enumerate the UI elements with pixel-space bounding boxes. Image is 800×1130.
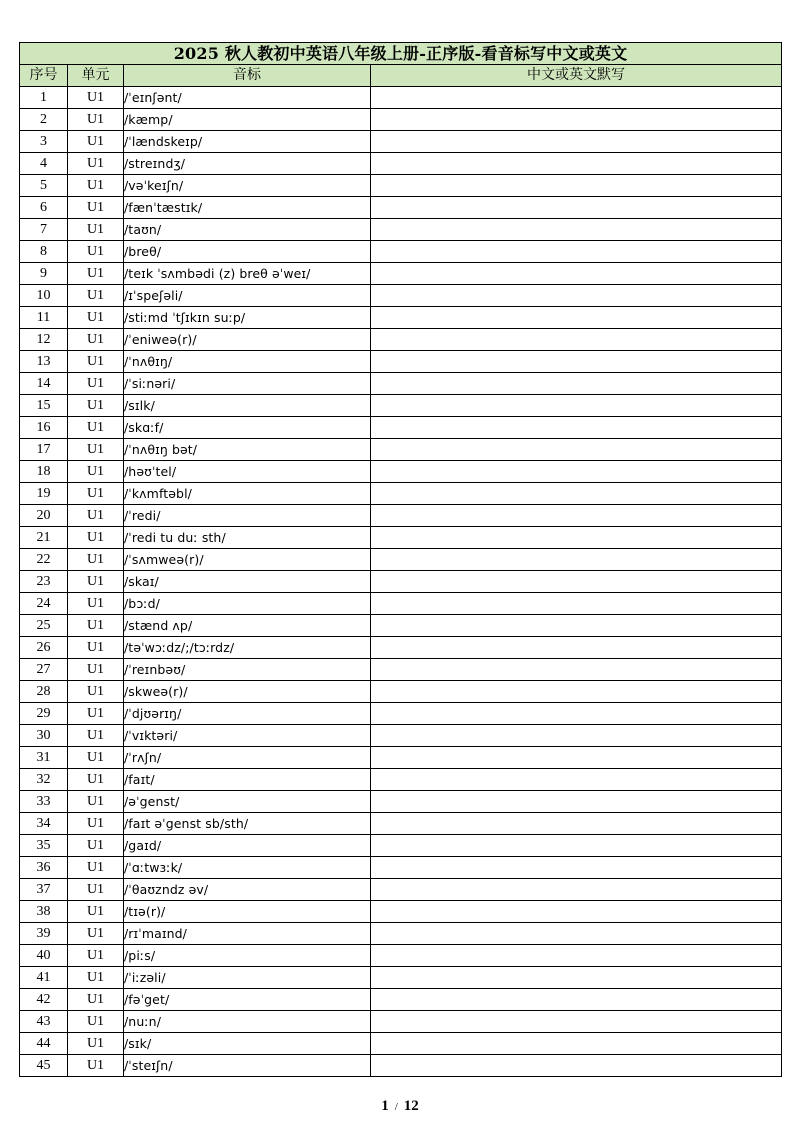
table-row bbox=[20, 197, 782, 219]
answer-blank-cell[interactable] bbox=[371, 945, 782, 967]
answer-blank-cell[interactable] bbox=[371, 791, 782, 813]
row-number-cell: 41 bbox=[20, 967, 68, 989]
table-row bbox=[20, 285, 782, 307]
answer-blank-cell[interactable] bbox=[371, 307, 782, 329]
row-number-cell: 26 bbox=[20, 637, 68, 659]
unit-cell: U1 bbox=[68, 1033, 124, 1055]
table-row bbox=[20, 681, 782, 703]
row-number-cell: 38 bbox=[20, 901, 68, 923]
answer-blank-cell[interactable] bbox=[371, 703, 782, 725]
row-number-cell: 3 bbox=[20, 131, 68, 153]
row-number-cell: 29 bbox=[20, 703, 68, 725]
unit-cell: U1 bbox=[68, 901, 124, 923]
answer-blank-cell[interactable] bbox=[371, 483, 782, 505]
page-separator: / bbox=[394, 1101, 398, 1113]
table-row bbox=[20, 593, 782, 615]
answer-blank-cell[interactable] bbox=[371, 263, 782, 285]
table-row bbox=[20, 967, 782, 989]
unit-cell: U1 bbox=[68, 615, 124, 637]
table-row bbox=[20, 109, 782, 131]
answer-blank-cell[interactable] bbox=[371, 329, 782, 351]
phonetic-cell: /ˈrʌʃn/ bbox=[124, 747, 371, 769]
row-number-cell: 21 bbox=[20, 527, 68, 549]
table-row bbox=[20, 857, 782, 879]
row-number-cell: 5 bbox=[20, 175, 68, 197]
phonetic-cell: /teɪk ˈsʌmbədi (z) breθ əˈweɪ/ bbox=[124, 263, 371, 285]
header-ipa: 音标 bbox=[124, 65, 371, 87]
phonetic-cell: /ˈeɪnʃənt/ bbox=[124, 87, 371, 109]
phonetic-cell: /ˈlændskeɪp/ bbox=[124, 131, 371, 153]
answer-blank-cell[interactable] bbox=[371, 857, 782, 879]
row-number-cell: 35 bbox=[20, 835, 68, 857]
table-row bbox=[20, 1033, 782, 1055]
unit-cell: U1 bbox=[68, 483, 124, 505]
row-number-cell: 36 bbox=[20, 857, 68, 879]
header-answer: 中文或英文默写 bbox=[371, 65, 782, 87]
answer-blank-cell[interactable] bbox=[371, 285, 782, 307]
table-row bbox=[20, 417, 782, 439]
table-row bbox=[20, 263, 782, 285]
unit-cell: U1 bbox=[68, 703, 124, 725]
unit-cell: U1 bbox=[68, 285, 124, 307]
answer-blank-cell[interactable] bbox=[371, 153, 782, 175]
unit-cell: U1 bbox=[68, 351, 124, 373]
row-number-cell: 2 bbox=[20, 109, 68, 131]
row-number-cell: 27 bbox=[20, 659, 68, 681]
table-row bbox=[20, 351, 782, 373]
row-number-cell: 8 bbox=[20, 241, 68, 263]
table-row bbox=[20, 87, 782, 109]
unit-cell: U1 bbox=[68, 219, 124, 241]
table-row bbox=[20, 725, 782, 747]
answer-blank-cell[interactable] bbox=[371, 967, 782, 989]
phonetic-cell: /ˈdjʊərɪŋ/ bbox=[124, 703, 371, 725]
phonetic-cell: /skaɪ/ bbox=[124, 571, 371, 593]
phonetic-cell: /ˈɑːtwɜːk/ bbox=[124, 857, 371, 879]
unit-cell: U1 bbox=[68, 879, 124, 901]
table-row bbox=[20, 703, 782, 725]
answer-blank-cell[interactable] bbox=[371, 373, 782, 395]
phonetic-cell: /ˈeniweə(r)/ bbox=[124, 329, 371, 351]
phonetic-cell: /ɪˈspeʃəli/ bbox=[124, 285, 371, 307]
row-number-cell: 1 bbox=[20, 87, 68, 109]
row-number-cell: 13 bbox=[20, 351, 68, 373]
phonetic-cell: /faɪt əˈgenst sb/sth/ bbox=[124, 813, 371, 835]
row-number-cell: 43 bbox=[20, 1011, 68, 1033]
phonetic-cell: /ˈredi/ bbox=[124, 505, 371, 527]
row-number-cell: 7 bbox=[20, 219, 68, 241]
unit-cell: U1 bbox=[68, 791, 124, 813]
unit-cell: U1 bbox=[68, 989, 124, 1011]
phonetic-cell: /breθ/ bbox=[124, 241, 371, 263]
table-row bbox=[20, 219, 782, 241]
unit-cell: U1 bbox=[68, 395, 124, 417]
row-number-cell: 16 bbox=[20, 417, 68, 439]
unit-cell: U1 bbox=[68, 505, 124, 527]
row-number-cell: 24 bbox=[20, 593, 68, 615]
row-number-cell: 17 bbox=[20, 439, 68, 461]
page-number bbox=[0, 1098, 800, 1115]
phonetic-cell: /skweə(r)/ bbox=[124, 681, 371, 703]
table-row bbox=[20, 461, 782, 483]
table-row bbox=[20, 1055, 782, 1077]
unit-cell: U1 bbox=[68, 549, 124, 571]
table-row bbox=[20, 527, 782, 549]
header-unit: 单元 bbox=[68, 65, 124, 87]
unit-cell: U1 bbox=[68, 329, 124, 351]
answer-blank-cell[interactable] bbox=[371, 659, 782, 681]
column-header-row bbox=[20, 65, 782, 87]
table-row bbox=[20, 505, 782, 527]
table-row bbox=[20, 1011, 782, 1033]
phonetic-cell: /əˈgenst/ bbox=[124, 791, 371, 813]
unit-cell: U1 bbox=[68, 967, 124, 989]
phonetic-cell: /ˈnʌθɪŋ bət/ bbox=[124, 439, 371, 461]
table-row bbox=[20, 439, 782, 461]
table-row bbox=[20, 615, 782, 637]
row-number-cell: 25 bbox=[20, 615, 68, 637]
phonetic-cell: /kæmp/ bbox=[124, 109, 371, 131]
unit-cell: U1 bbox=[68, 945, 124, 967]
answer-blank-cell[interactable] bbox=[371, 549, 782, 571]
unit-cell: U1 bbox=[68, 131, 124, 153]
phonetic-cell: /ˈsiːnəri/ bbox=[124, 373, 371, 395]
unit-cell: U1 bbox=[68, 571, 124, 593]
phonetic-cell: /ˈiːzəli/ bbox=[124, 967, 371, 989]
phonetic-cell: /ˈreɪnbəʊ/ bbox=[124, 659, 371, 681]
answer-blank-cell[interactable] bbox=[371, 527, 782, 549]
unit-cell: U1 bbox=[68, 593, 124, 615]
row-number-cell: 11 bbox=[20, 307, 68, 329]
answer-blank-cell[interactable] bbox=[371, 1011, 782, 1033]
phonetic-cell: /vəˈkeɪʃn/ bbox=[124, 175, 371, 197]
row-number-cell: 15 bbox=[20, 395, 68, 417]
phonetic-cell: /nuːn/ bbox=[124, 1011, 371, 1033]
row-number-cell: 18 bbox=[20, 461, 68, 483]
table-row bbox=[20, 373, 782, 395]
phonetic-cell: /piːs/ bbox=[124, 945, 371, 967]
answer-blank-cell[interactable] bbox=[371, 109, 782, 131]
answer-blank-cell[interactable] bbox=[371, 615, 782, 637]
phonetic-cell: /ˈθaʊzndz əv/ bbox=[124, 879, 371, 901]
unit-cell: U1 bbox=[68, 1055, 124, 1077]
phonetic-cell: /gaɪd/ bbox=[124, 835, 371, 857]
phonetic-cell: /ˈnʌθɪŋ/ bbox=[124, 351, 371, 373]
answer-blank-cell[interactable] bbox=[371, 989, 782, 1011]
unit-cell: U1 bbox=[68, 461, 124, 483]
table-row bbox=[20, 153, 782, 175]
unit-cell: U1 bbox=[68, 769, 124, 791]
table-row bbox=[20, 659, 782, 681]
phonetic-cell: /fəˈget/ bbox=[124, 989, 371, 1011]
table-row bbox=[20, 329, 782, 351]
row-number-cell: 44 bbox=[20, 1033, 68, 1055]
unit-cell: U1 bbox=[68, 175, 124, 197]
answer-blank-cell[interactable] bbox=[371, 571, 782, 593]
phonetic-cell: /taʊn/ bbox=[124, 219, 371, 241]
table-row bbox=[20, 813, 782, 835]
phonetic-cell: /skɑːf/ bbox=[124, 417, 371, 439]
row-number-cell: 6 bbox=[20, 197, 68, 219]
answer-blank-cell[interactable] bbox=[371, 1033, 782, 1055]
unit-cell: U1 bbox=[68, 747, 124, 769]
table-row bbox=[20, 241, 782, 263]
row-number-cell: 20 bbox=[20, 505, 68, 527]
row-number-cell: 14 bbox=[20, 373, 68, 395]
unit-cell: U1 bbox=[68, 87, 124, 109]
unit-cell: U1 bbox=[68, 197, 124, 219]
phonetic-cell: /ˈsteɪʃn/ bbox=[124, 1055, 371, 1077]
table-row bbox=[20, 747, 782, 769]
answer-blank-cell[interactable] bbox=[371, 879, 782, 901]
answer-blank-cell[interactable] bbox=[371, 769, 782, 791]
row-number-cell: 45 bbox=[20, 1055, 68, 1077]
row-number-cell: 33 bbox=[20, 791, 68, 813]
vocabulary-table bbox=[19, 42, 782, 1077]
answer-blank-cell[interactable] bbox=[371, 439, 782, 461]
answer-blank-cell[interactable] bbox=[371, 813, 782, 835]
phonetic-cell: /sɪlk/ bbox=[124, 395, 371, 417]
unit-cell: U1 bbox=[68, 153, 124, 175]
row-number-cell: 42 bbox=[20, 989, 68, 1011]
unit-cell: U1 bbox=[68, 813, 124, 835]
phonetic-cell: /stænd ʌp/ bbox=[124, 615, 371, 637]
answer-blank-cell[interactable] bbox=[371, 219, 782, 241]
answer-blank-cell[interactable] bbox=[371, 901, 782, 923]
answer-blank-cell[interactable] bbox=[371, 417, 782, 439]
unit-cell: U1 bbox=[68, 373, 124, 395]
phonetic-cell: /təˈwɔːdz/;/tɔːrdz/ bbox=[124, 637, 371, 659]
answer-blank-cell[interactable] bbox=[371, 395, 782, 417]
document-title: 2025 秋人教初中英语八年级上册-正序版-看音标写中文或英文 bbox=[20, 43, 782, 65]
table-row bbox=[20, 637, 782, 659]
unit-cell: U1 bbox=[68, 307, 124, 329]
table-row bbox=[20, 483, 782, 505]
table-row bbox=[20, 395, 782, 417]
unit-cell: U1 bbox=[68, 439, 124, 461]
answer-blank-cell[interactable] bbox=[371, 1055, 782, 1077]
table-row bbox=[20, 901, 782, 923]
answer-blank-cell[interactable] bbox=[371, 175, 782, 197]
answer-blank-cell[interactable] bbox=[371, 505, 782, 527]
row-number-cell: 22 bbox=[20, 549, 68, 571]
table-row bbox=[20, 989, 782, 1011]
row-number-cell: 32 bbox=[20, 769, 68, 791]
header-num: 序号 bbox=[20, 65, 68, 87]
row-number-cell: 34 bbox=[20, 813, 68, 835]
table-row bbox=[20, 923, 782, 945]
table-row bbox=[20, 175, 782, 197]
answer-blank-cell[interactable] bbox=[371, 351, 782, 373]
phonetic-cell: /fænˈtæstɪk/ bbox=[124, 197, 371, 219]
table-body bbox=[20, 87, 782, 1077]
unit-cell: U1 bbox=[68, 241, 124, 263]
table-row bbox=[20, 307, 782, 329]
table-row bbox=[20, 791, 782, 813]
answer-blank-cell[interactable] bbox=[371, 747, 782, 769]
unit-cell: U1 bbox=[68, 681, 124, 703]
row-number-cell: 39 bbox=[20, 923, 68, 945]
phonetic-cell: /ˈsʌmweə(r)/ bbox=[124, 549, 371, 571]
row-number-cell: 10 bbox=[20, 285, 68, 307]
answer-blank-cell[interactable] bbox=[371, 461, 782, 483]
phonetic-cell: /streɪndʒ/ bbox=[124, 153, 371, 175]
unit-cell: U1 bbox=[68, 659, 124, 681]
title-row bbox=[20, 43, 782, 65]
unit-cell: U1 bbox=[68, 527, 124, 549]
phonetic-cell: /sɪk/ bbox=[124, 1033, 371, 1055]
table-row bbox=[20, 835, 782, 857]
unit-cell: U1 bbox=[68, 1011, 124, 1033]
phonetic-cell: /faɪt/ bbox=[124, 769, 371, 791]
phonetic-cell: /rɪˈmaɪnd/ bbox=[124, 923, 371, 945]
phonetic-cell: /bɔːd/ bbox=[124, 593, 371, 615]
unit-cell: U1 bbox=[68, 923, 124, 945]
answer-blank-cell[interactable] bbox=[371, 131, 782, 153]
row-number-cell: 23 bbox=[20, 571, 68, 593]
table-row bbox=[20, 131, 782, 153]
row-number-cell: 4 bbox=[20, 153, 68, 175]
unit-cell: U1 bbox=[68, 835, 124, 857]
phonetic-cell: /ˈkʌmftəbl/ bbox=[124, 483, 371, 505]
table-row bbox=[20, 945, 782, 967]
row-number-cell: 40 bbox=[20, 945, 68, 967]
answer-blank-cell[interactable] bbox=[371, 923, 782, 945]
answer-blank-cell[interactable] bbox=[371, 835, 782, 857]
unit-cell: U1 bbox=[68, 725, 124, 747]
phonetic-cell: /həʊˈtel/ bbox=[124, 461, 371, 483]
answer-blank-cell[interactable] bbox=[371, 681, 782, 703]
unit-cell: U1 bbox=[68, 109, 124, 131]
answer-blank-cell[interactable] bbox=[371, 241, 782, 263]
answer-blank-cell[interactable] bbox=[371, 725, 782, 747]
table-row bbox=[20, 549, 782, 571]
row-number-cell: 19 bbox=[20, 483, 68, 505]
answer-blank-cell[interactable] bbox=[371, 87, 782, 109]
phonetic-cell: /ˈvɪktəri/ bbox=[124, 725, 371, 747]
row-number-cell: 31 bbox=[20, 747, 68, 769]
row-number-cell: 30 bbox=[20, 725, 68, 747]
unit-cell: U1 bbox=[68, 857, 124, 879]
table-row bbox=[20, 769, 782, 791]
row-number-cell: 37 bbox=[20, 879, 68, 901]
row-number-cell: 9 bbox=[20, 263, 68, 285]
answer-blank-cell[interactable] bbox=[371, 593, 782, 615]
phonetic-cell: /stiːmd ˈtʃɪkɪn suːp/ bbox=[124, 307, 371, 329]
phonetic-cell: /tɪə(r)/ bbox=[124, 901, 371, 923]
row-number-cell: 12 bbox=[20, 329, 68, 351]
phonetic-cell: /ˈredi tu duː sth/ bbox=[124, 527, 371, 549]
answer-blank-cell[interactable] bbox=[371, 197, 782, 219]
answer-blank-cell[interactable] bbox=[371, 637, 782, 659]
unit-cell: U1 bbox=[68, 263, 124, 285]
table-row bbox=[20, 879, 782, 901]
total-pages-number: 12 bbox=[403, 1098, 419, 1114]
unit-cell: U1 bbox=[68, 637, 124, 659]
table-row bbox=[20, 571, 782, 593]
unit-cell: U1 bbox=[68, 417, 124, 439]
current-page-number: 1 bbox=[381, 1098, 389, 1114]
row-number-cell: 28 bbox=[20, 681, 68, 703]
